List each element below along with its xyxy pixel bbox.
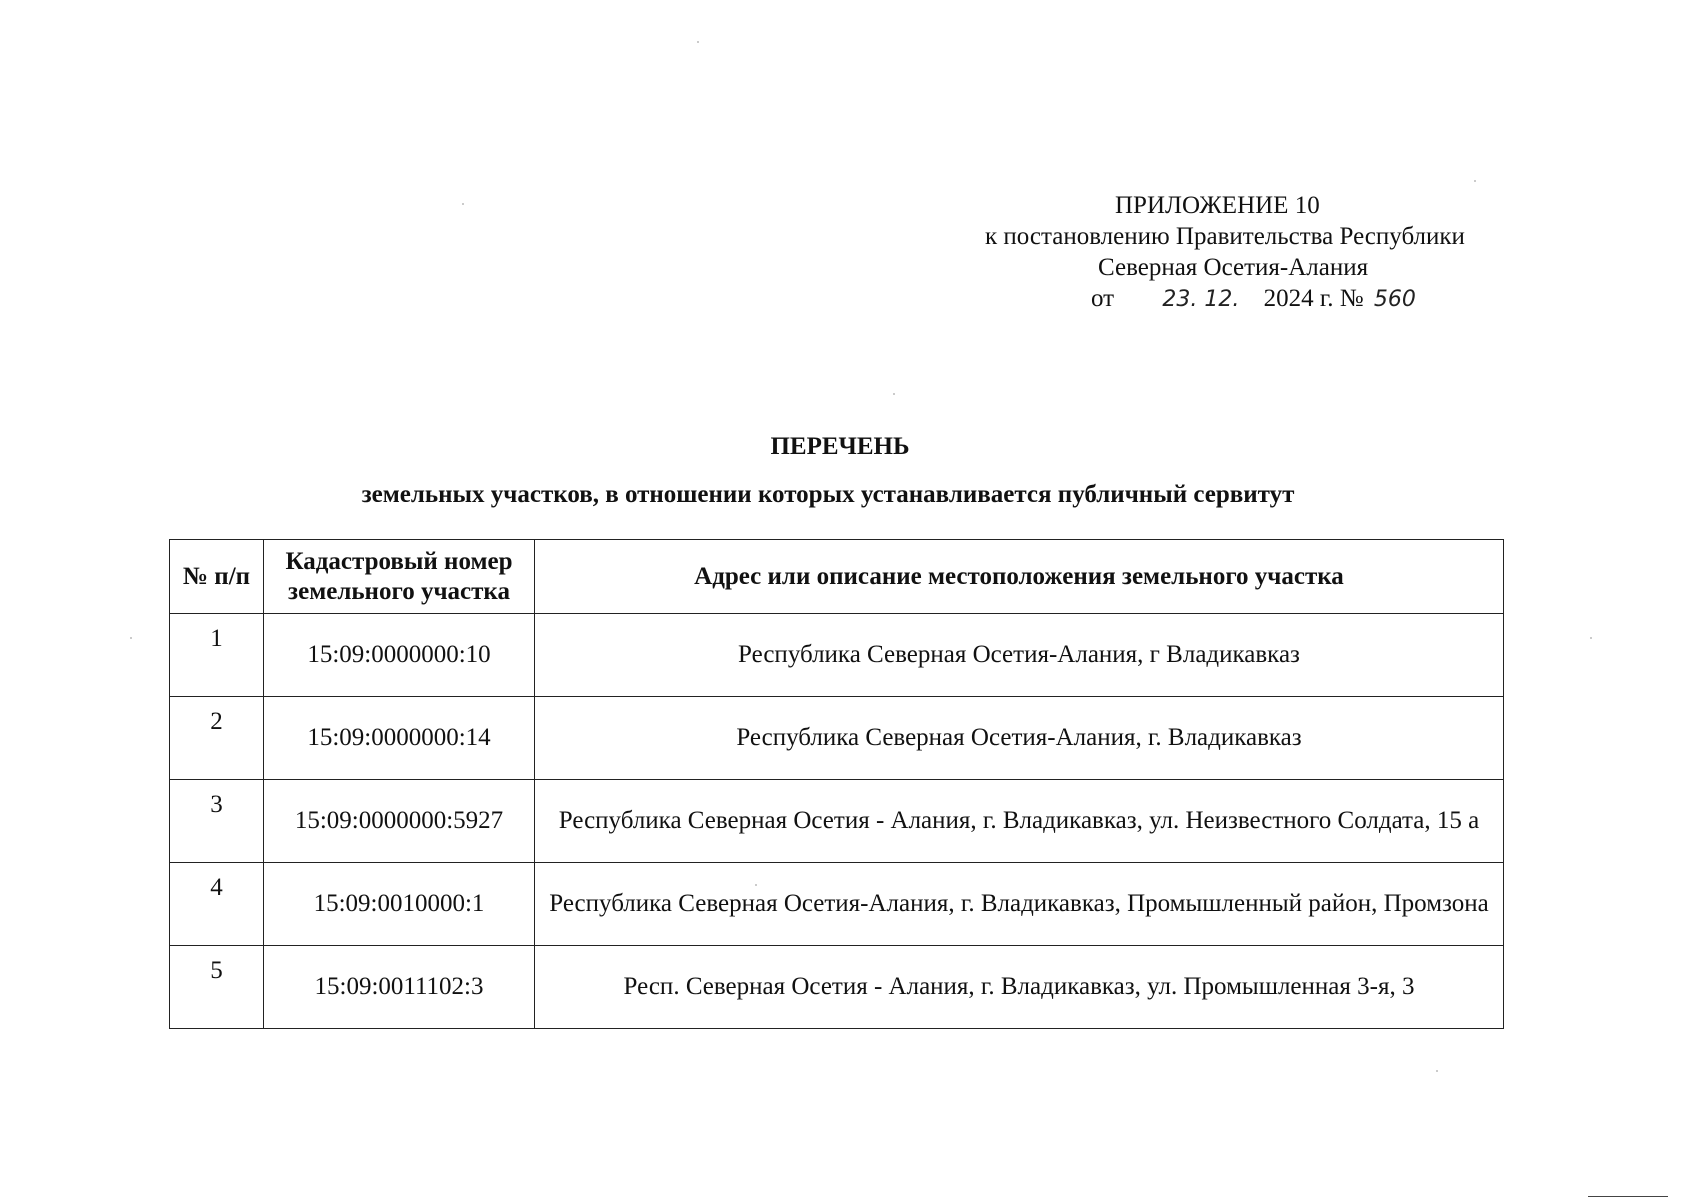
appendix-title: ПРИЛОЖЕНИЕ 10 — [1115, 192, 1320, 219]
land-plots-table — [169, 539, 1504, 1029]
cell-num: 2 — [170, 697, 264, 780]
document-title: ПЕРЕЧЕНЬ — [770, 433, 910, 460]
cell-num: 5 — [170, 946, 264, 1029]
cell-cadastral: 15:09:0000000:10 — [264, 614, 535, 697]
cell-num: 3 — [170, 780, 264, 863]
cell-address: Респ. Северная Осетия - Алания, г. Владикавказ, ул. Промышленная 3-я, 3 — [535, 946, 1504, 1029]
appendix-resolution-line: к постановлению Правительства Республики — [985, 223, 1465, 250]
scan-speck — [893, 393, 895, 395]
document-subtitle: земельных участков, в отношении которых устанавливается публичный сервитут — [361, 481, 1295, 508]
cell-address: Республика Северная Осетия-Алания, г. Владикавказ, Промышленный район, Промзона — [535, 863, 1504, 946]
scan-speck — [697, 41, 699, 43]
scan-speck — [1436, 1070, 1438, 1072]
cell-num: 1 — [170, 614, 264, 697]
cell-num: 4 — [170, 863, 264, 946]
table-header-row — [170, 540, 1504, 614]
scan-speck — [1590, 637, 1592, 639]
header-num: № п/п — [170, 540, 264, 614]
appendix-region-line: Северная Осетия-Алания — [1098, 254, 1369, 281]
appendix-date-line — [1091, 283, 1416, 315]
table-row — [170, 863, 1504, 946]
table-row — [170, 946, 1504, 1029]
scan-edge-mark — [1588, 1196, 1668, 1197]
cell-cadastral: 15:09:0000000:14 — [264, 697, 535, 780]
scan-speck — [462, 203, 464, 205]
table-row — [170, 614, 1504, 697]
cell-address: Республика Северная Осетия - Алания, г. Владикавказ, ул. Неизвестного Солдата, 15 а — [535, 780, 1504, 863]
cell-cadastral: 15:09:0000000:5927 — [264, 780, 535, 863]
scan-speck — [755, 884, 757, 886]
appendix-year-label: 2024 г. № — [1263, 285, 1364, 312]
handwritten-number: 560 — [1373, 287, 1416, 312]
header-address: Адрес или описание местоположения земельного участка — [535, 540, 1504, 614]
handwritten-date: 23. 12. — [1162, 287, 1240, 312]
table-row — [170, 697, 1504, 780]
table-row — [170, 780, 1504, 863]
header-cadastral: Кадастровый номер земельного участка — [264, 540, 535, 614]
scan-speck — [130, 637, 132, 639]
cell-address: Республика Северная Осетия-Алания, г. Владикавказ — [535, 697, 1504, 780]
appendix-from-label: от — [1091, 285, 1115, 312]
cell-cadastral: 15:09:0010000:1 — [264, 863, 535, 946]
scan-speck — [1474, 180, 1476, 182]
cell-cadastral: 15:09:0011102:3 — [264, 946, 535, 1029]
cell-address: Республика Северная Осетия-Алания, г Владикавказ — [535, 614, 1504, 697]
